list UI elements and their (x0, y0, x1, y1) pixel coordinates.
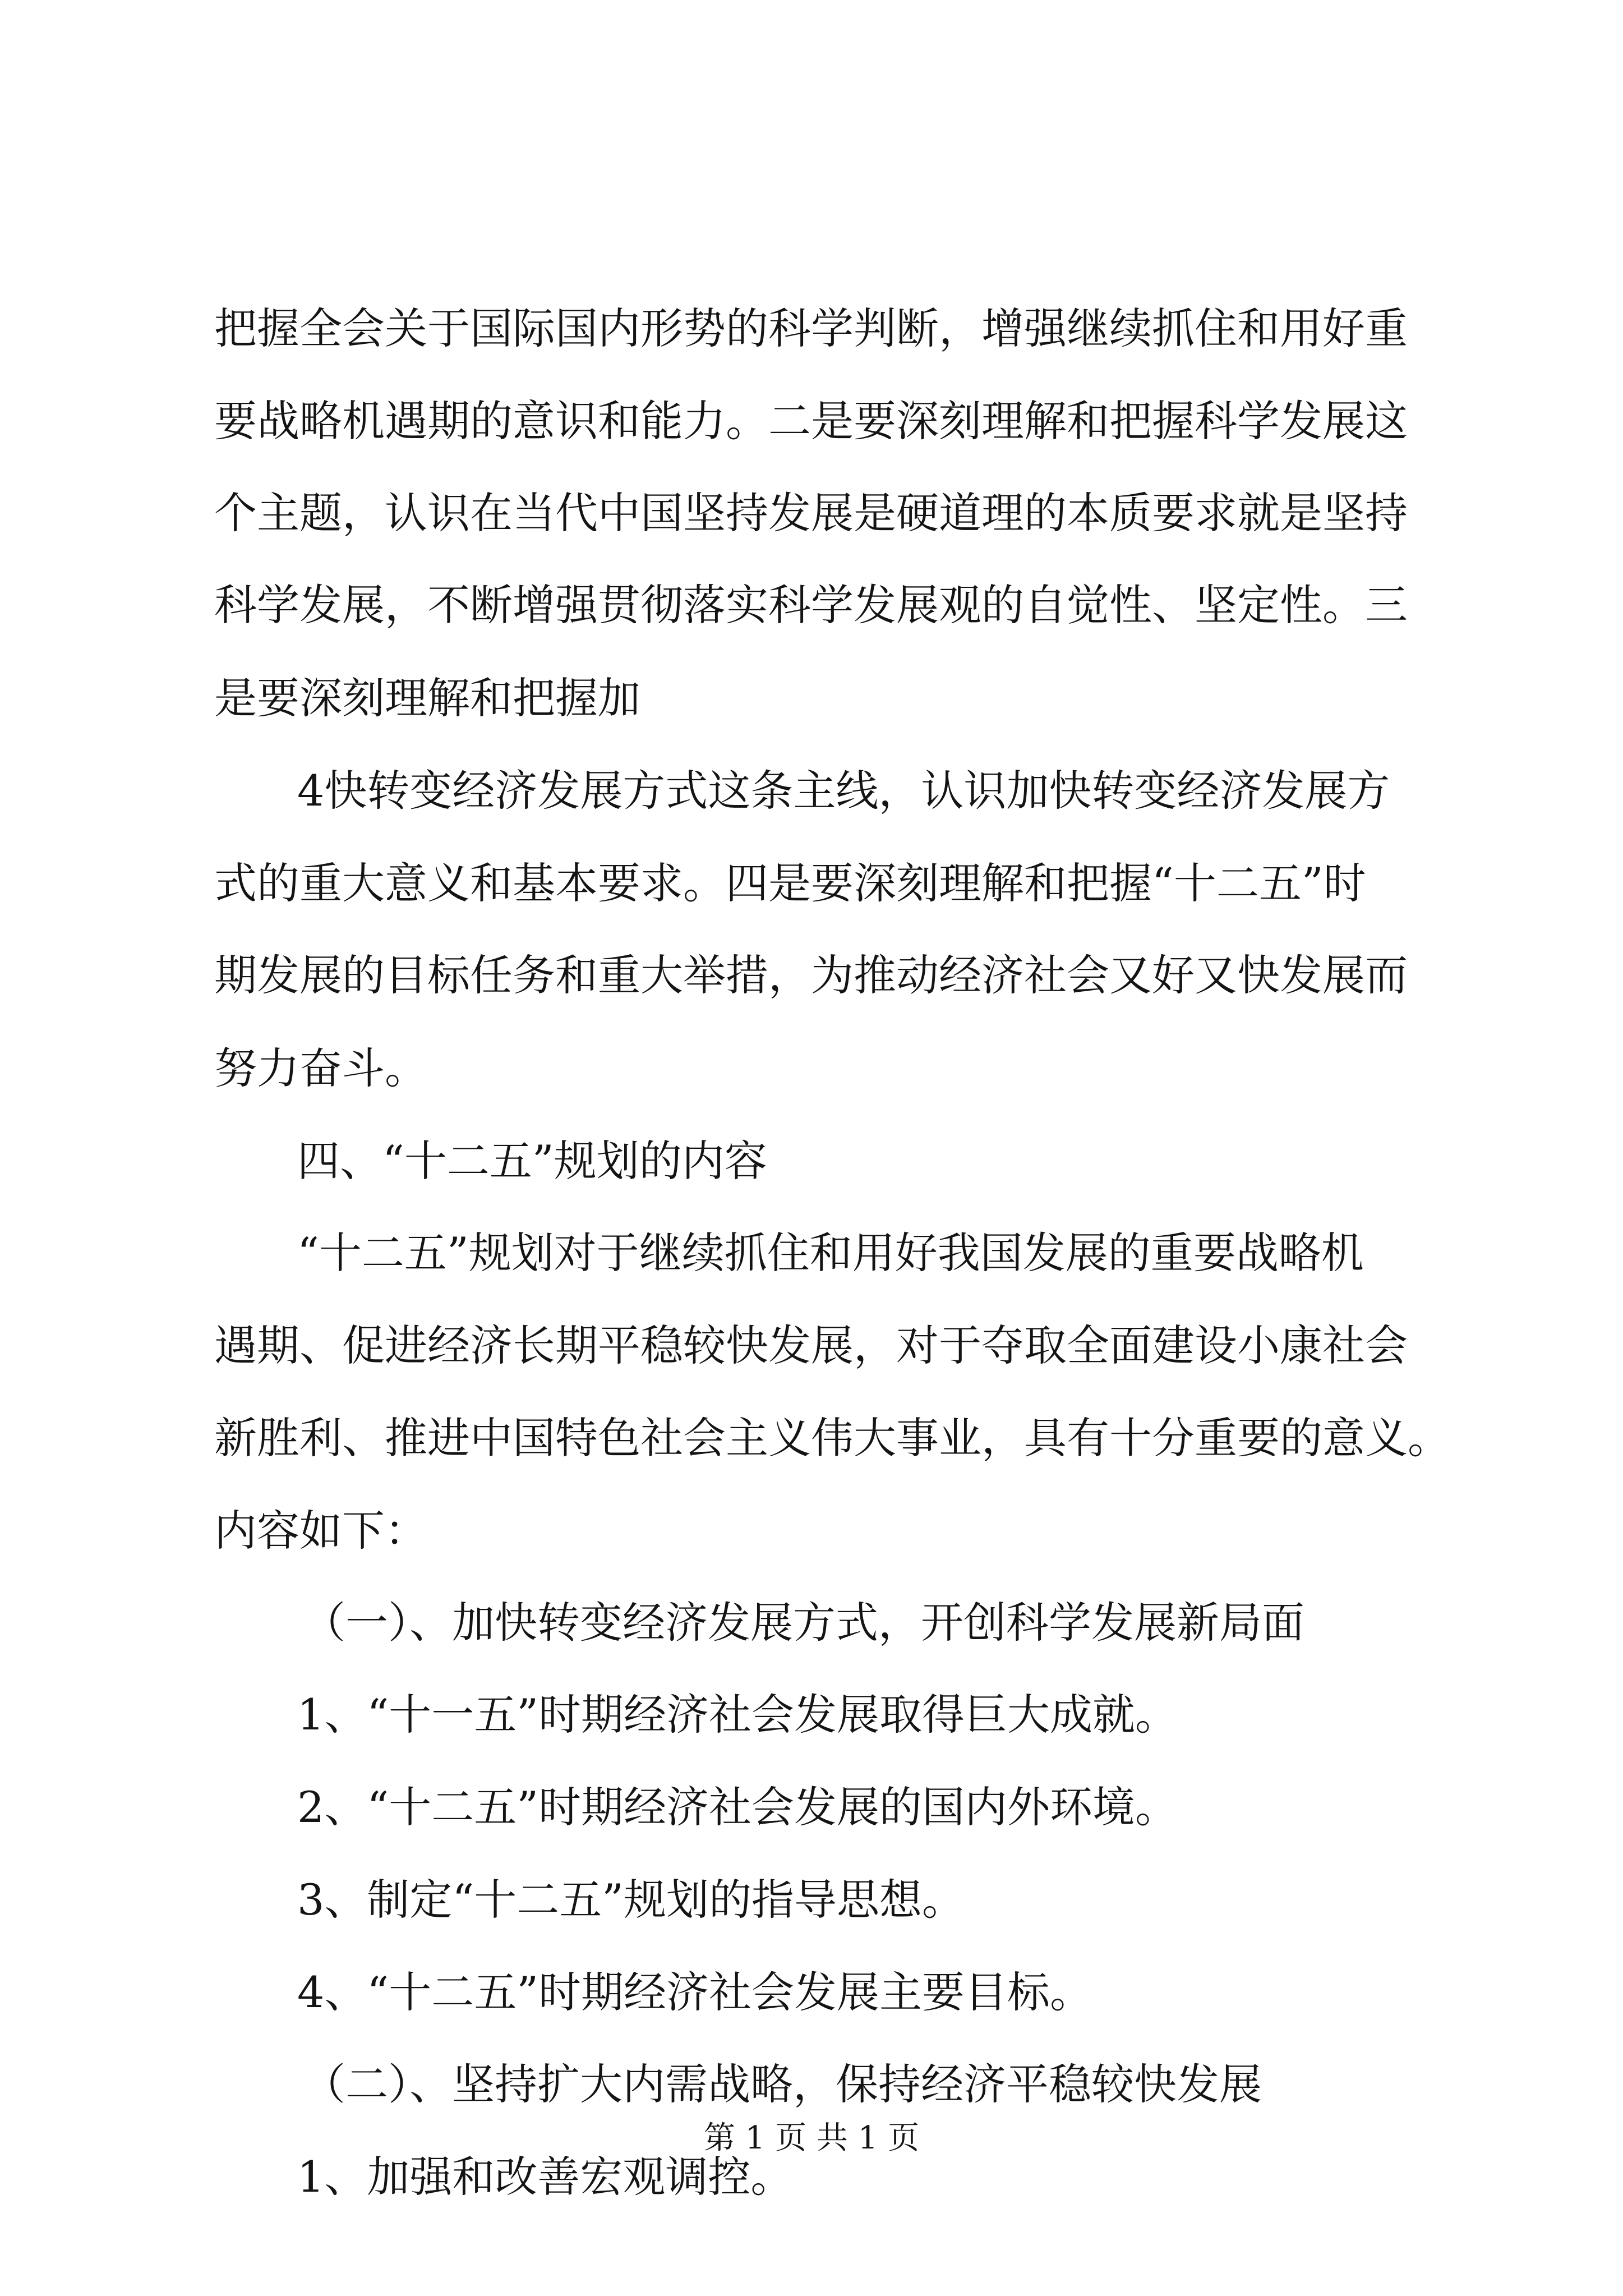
subsection-heading: （二）、坚持扩大内需战略，保持经济平稳较快发展 (303, 2059, 1262, 2109)
paragraph-first-line: “十二五”规划对于继续抓住和用好我国发展的重要战略机 (297, 1228, 1364, 1278)
body-text-line: 内容如下： (214, 1506, 427, 1556)
page-footer: 第 1 页 共 1 页 (703, 2120, 920, 2156)
list-item: 1、加强和改善宏观调控。 (297, 2152, 794, 2202)
body-text-line: 要战略机遇期的意识和能力。二是要深刻理解和把握科学发展这 (214, 396, 1408, 446)
body-text-line: 科学发展，不断增强贯彻落实科学发展观的自觉性、坚定性。三 (214, 580, 1408, 630)
list-item: 4、“十二五”时期经济社会发展主要目标。 (297, 1967, 1093, 2017)
list-item: 1、“十一五”时期经济社会发展取得巨大成就。 (297, 1690, 1178, 1740)
body-text-line: 个主题，认识在当代中国坚持发展是硬道理的本质要求就是坚持 (214, 488, 1408, 538)
body-text-line: 遇期、促进经济长期平稳较快发展，对于夺取全面建设小康社会 (214, 1320, 1408, 1370)
body-text-line: 新胜利、推进中国特色社会主义伟大事业，具有十分重要的意义。 (214, 1413, 1450, 1463)
list-item: 3、制定“十二五”规划的指导思想。 (297, 1875, 965, 1925)
subsection-heading: （一）、加快转变经济发展方式，开创科学发展新局面 (303, 1598, 1304, 1648)
body-text-line: 式的重大意义和基本要求。四是要深刻理解和把握“十二五”时 (214, 858, 1366, 908)
body-text-line: 期发展的目标任务和重大举措，为推动经济社会又好又快发展而 (214, 950, 1408, 1000)
paragraph-first-line: 4快转变经济发展方式这条主线，认识加快转变经济发展方 (297, 766, 1390, 816)
section-heading: 四、“十二五”规划的内容 (297, 1136, 767, 1186)
body-text-line: 是要深刻理解和把握加 (214, 673, 640, 723)
list-item: 2、“十二五”时期经济社会发展的国内外环境。 (297, 1782, 1178, 1832)
body-text-line: 努力奋斗。 (214, 1043, 427, 1093)
body-text-line: 把握全会关于国际国内形势的科学判断，增强继续抓住和用好重 (214, 303, 1408, 353)
